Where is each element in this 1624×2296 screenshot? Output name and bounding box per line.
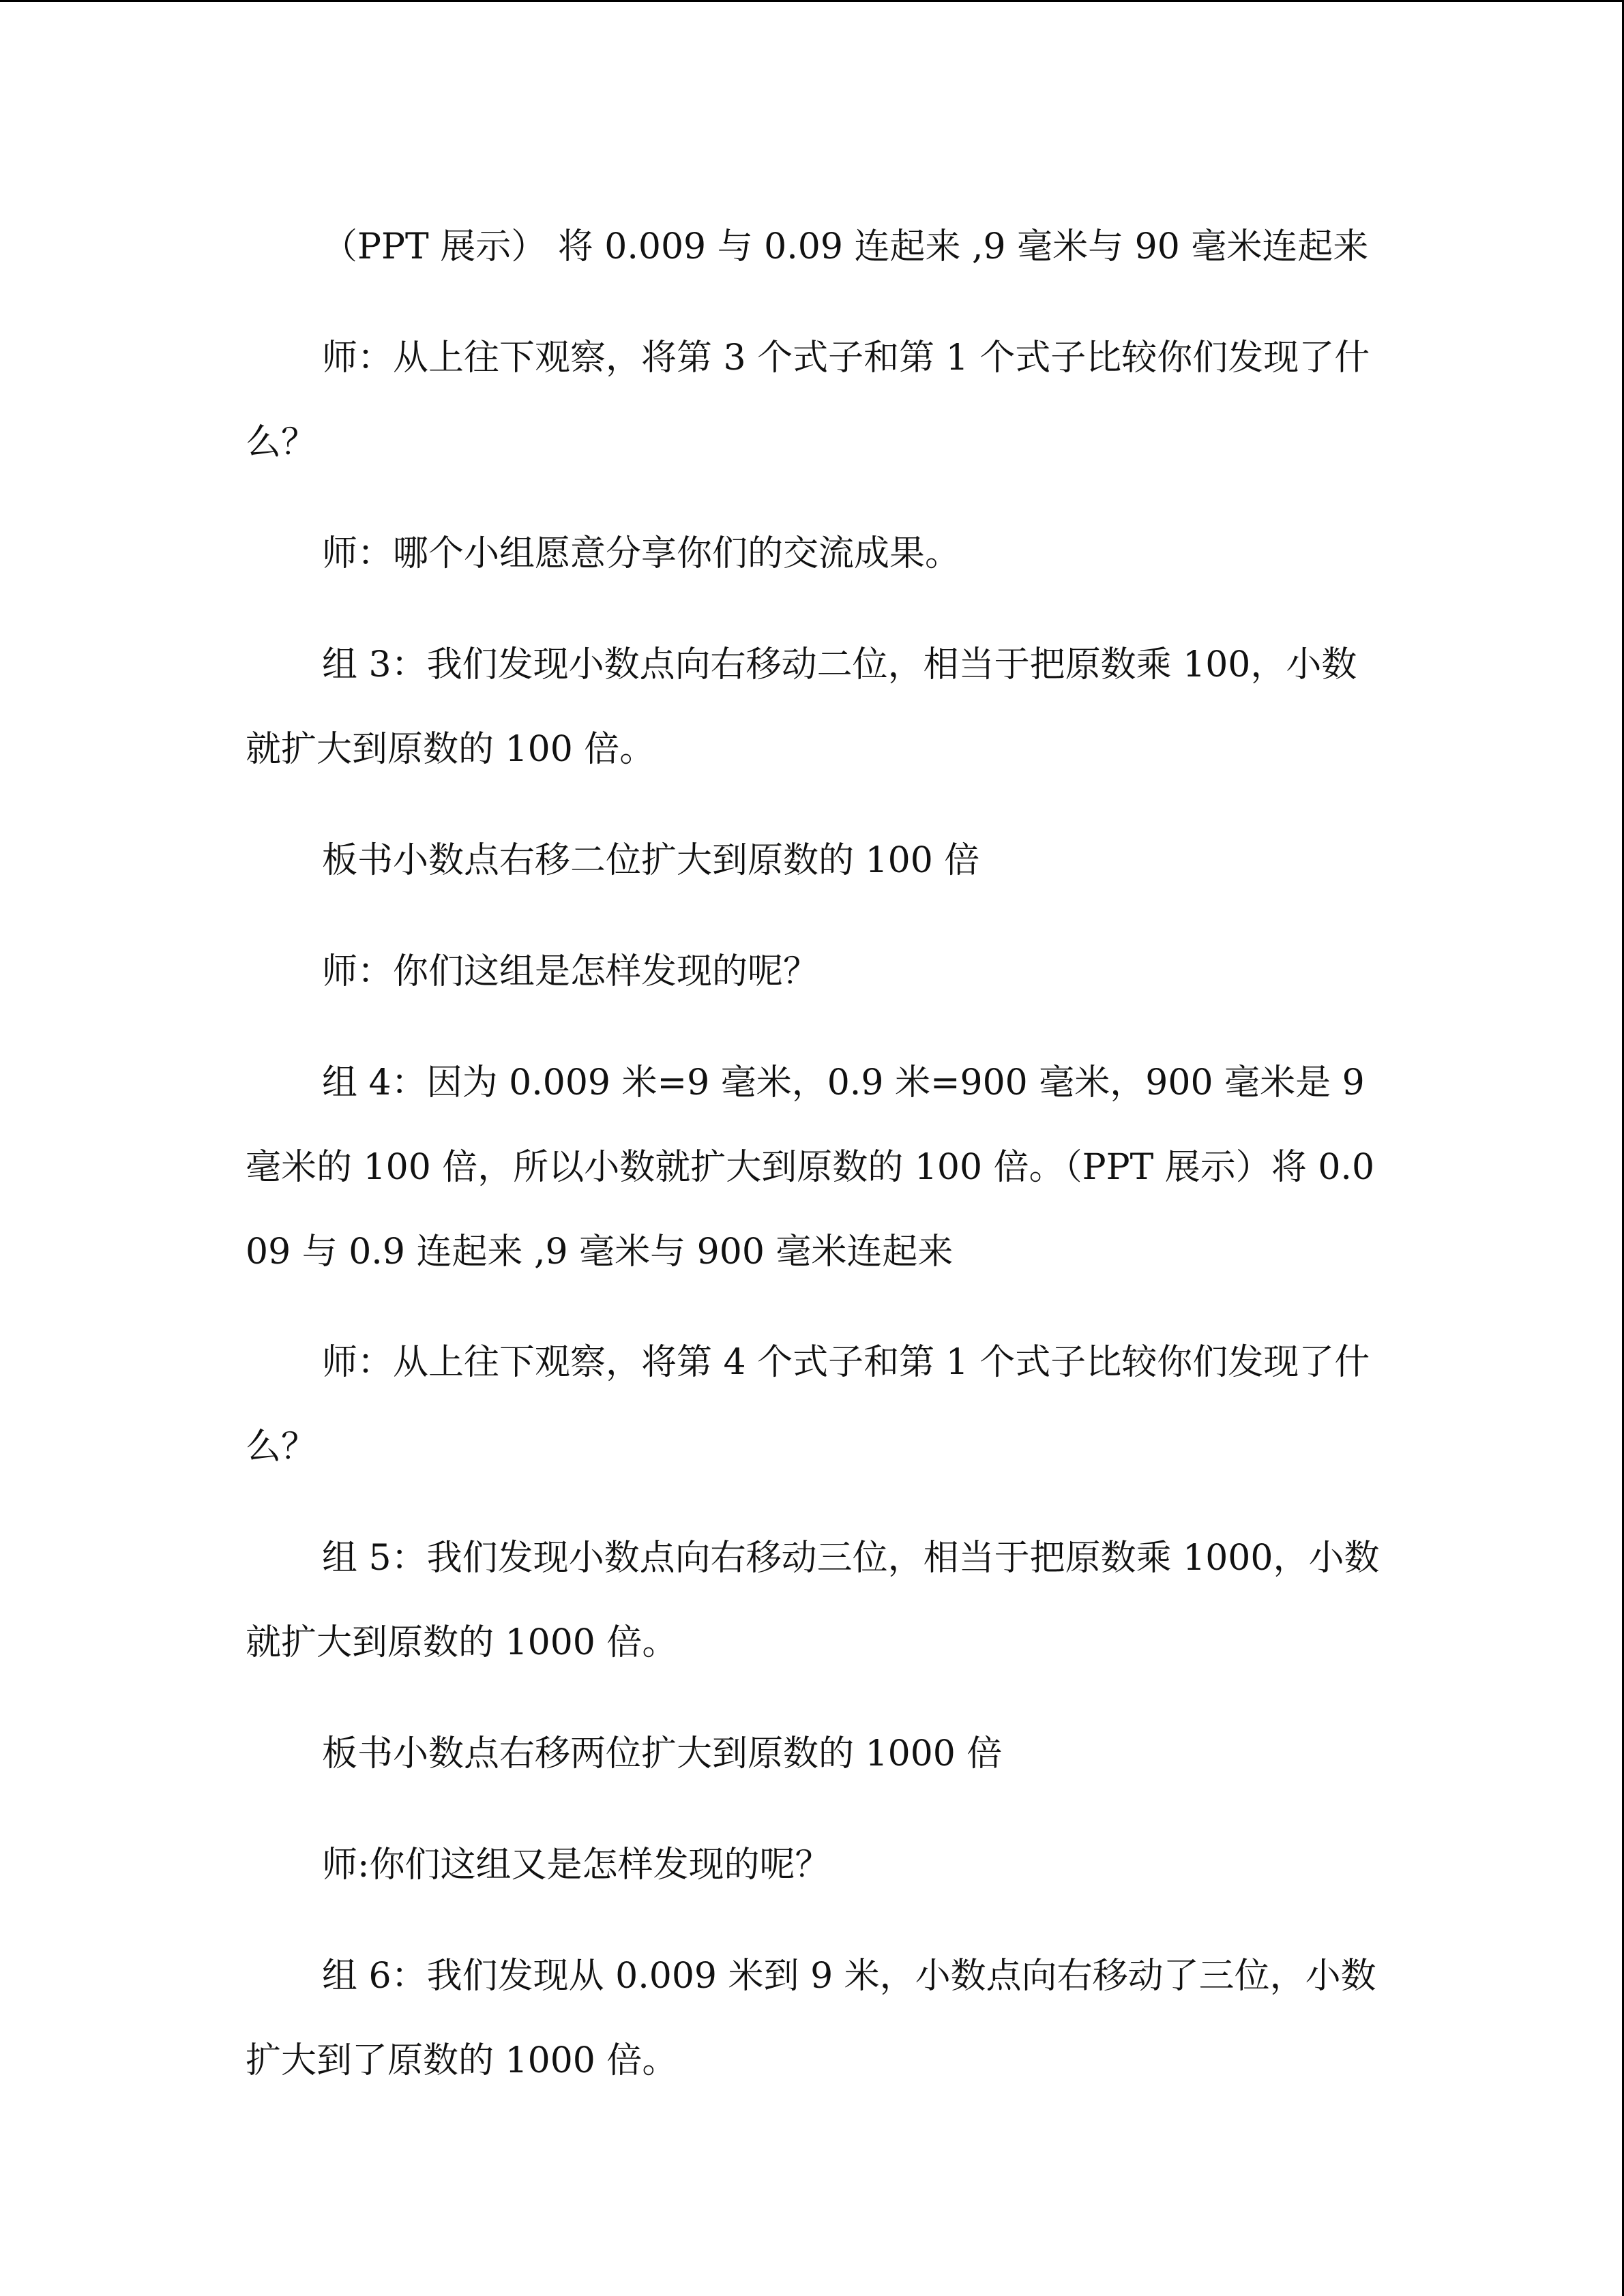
paragraph-group-4: 组 4：因为 0.009 米=9 毫米，0.9 米=900 毫米，900 毫米是 9 毫米的 100 倍，所以小数就扩大到原数的 100 倍。（PPT 展示）将 0.009 与 0.9 连起来 ,9 毫米与 900 毫米连起来 <box>246 1062 1375 1272</box>
paragraph-teacher-question-4: 师:你们这组又是怎样发现的呢？ <box>322 1845 831 1885</box>
paragraph-group-6: 组 6：我们发现从 0.009 米到 9 米，小数点向右移动了三位，小数扩大到了原数的 1000 倍。 <box>246 1956 1376 2081</box>
paragraph-teacher-question-1: 师：从上往下观察，将第 3 个式子和第 1 个式子比较你们发现了什么？ <box>246 338 1370 463</box>
paragraph-teacher-invite: 师：哪个小组愿意分享你们的交流成果。 <box>322 533 961 574</box>
top-border-line <box>0 0 1624 2</box>
paragraph-board-note-1: 板书小数点右移二位扩大到原数的 100 倍 <box>322 840 980 881</box>
paragraph-teacher-question-3: 师：从上往下观察，将第 4 个式子和第 1 个式子比较你们发现了什么？ <box>246 1342 1370 1467</box>
paragraph-ppt-display-1: （PPT 展示） 将 0.009 与 0.09 连起来 ,9 毫米与 90 毫米连起来 <box>322 226 1369 267</box>
paragraph-group-5: 组 5：我们发现小数点向右移动三位，相当于把原数乘 1000，小数就扩大到原数的 1000 倍。 <box>246 1538 1380 1663</box>
paragraph-teacher-question-2: 师：你们这组是怎样发现的呢？ <box>322 951 819 992</box>
paragraph-group-3: 组 3：我们发现小数点向右移动二位，相当于把原数乘 100，小数就扩大到原数的 100 倍。 <box>246 644 1357 770</box>
paragraph-board-note-2: 板书小数点右移两位扩大到原数的 1000 倍 <box>322 1733 1003 1774</box>
